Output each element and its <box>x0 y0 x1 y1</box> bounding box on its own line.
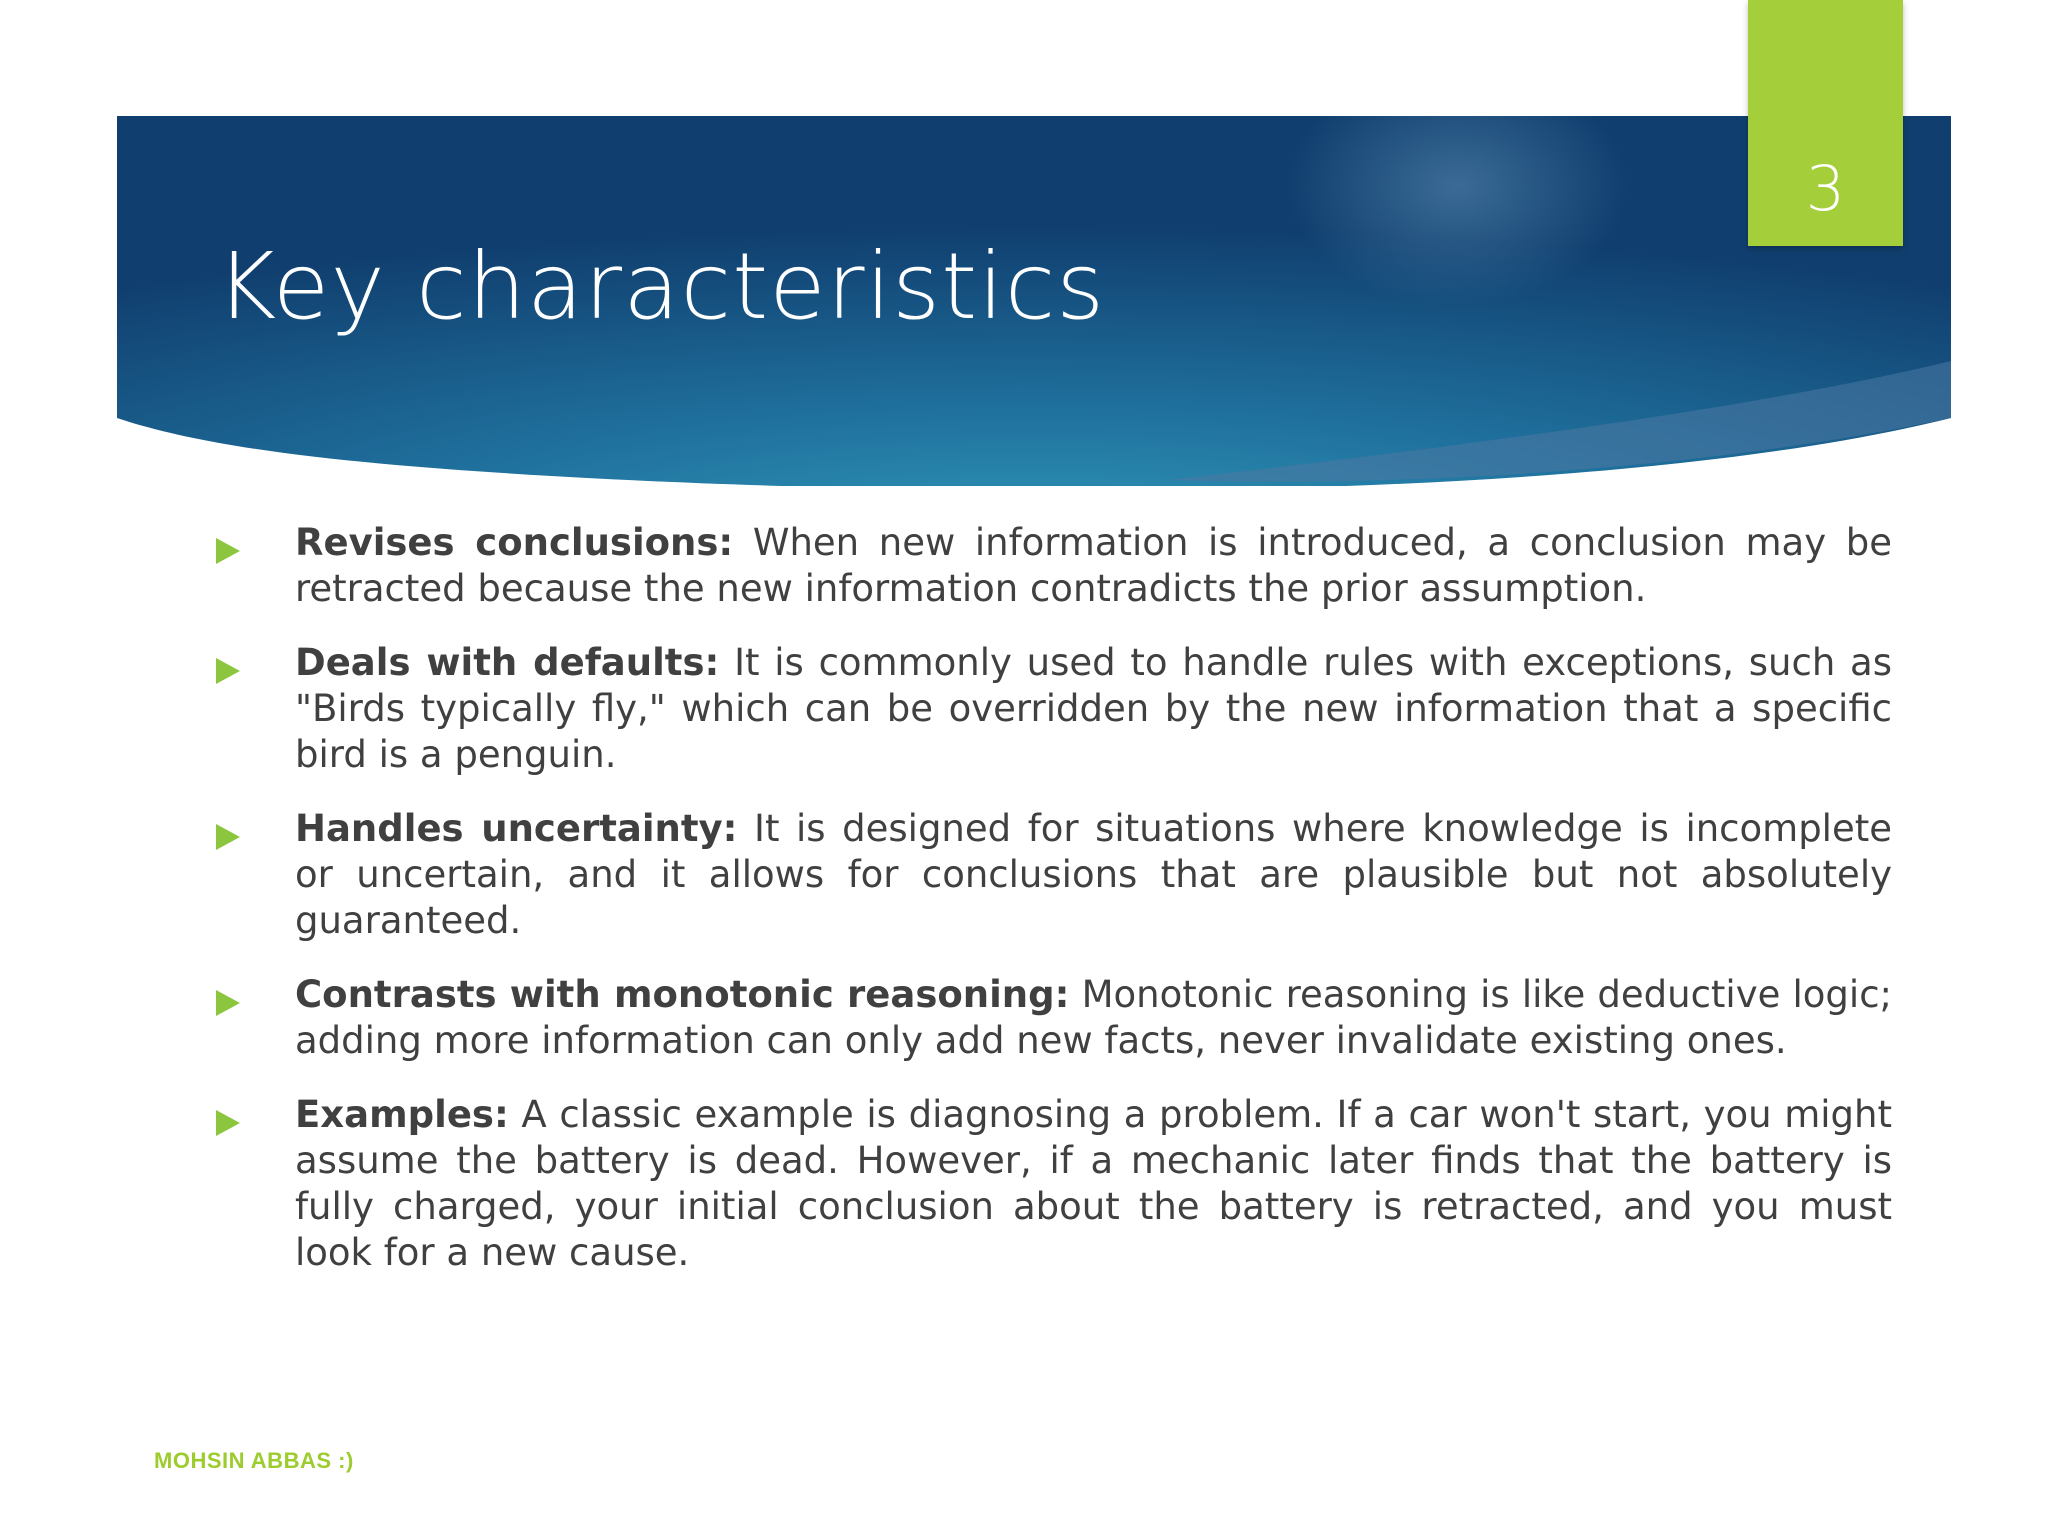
bullet-item <box>216 1092 1892 1276</box>
bullet-description: Monotonic reasoning is like deductive logic; adding more information can only add new facts, never invalidate existing ones. <box>295 973 1892 1062</box>
triangle-bullet-icon <box>216 658 240 684</box>
bullet-description: It is commonly used to handle rules with exceptions, such as "Birds typically fly," which can be overridden by the new information that a specific bird is a penguin. <box>295 641 1893 776</box>
bullet-term: Handles uncertainty: <box>295 807 738 850</box>
bullet-text <box>295 640 1892 778</box>
bullet-item <box>216 640 1892 778</box>
triangle-bullet-icon <box>216 990 240 1016</box>
bullet-item <box>216 520 1892 612</box>
triangle-bullet-icon <box>216 538 240 564</box>
bullet-term: Revises conclusions: <box>295 521 734 564</box>
bullet-description: It is designed for situations where knowledge is incomplete or uncertain, and it allows for conclusions that are plausible but not absolutely guaranteed. <box>295 807 1892 942</box>
page-number: 3 <box>1805 152 1846 225</box>
triangle-bullet-icon <box>216 1110 240 1136</box>
bullet-text <box>295 972 1892 1064</box>
bullet-text <box>295 520 1892 612</box>
bullet-text <box>295 806 1892 944</box>
bullet-description: When new information is introduced, a conclusion may be retracted because the new information contradicts the prior assumption. <box>295 521 1892 610</box>
page-number-tab <box>1748 0 1903 246</box>
footer-author: MOHSIN ABBAS :) <box>154 1448 354 1473</box>
bullet-term: Contrasts with monotonic reasoning: <box>295 973 1070 1016</box>
slide-title: Key characteristics <box>216 233 1106 340</box>
bullet-term: Examples: <box>295 1093 509 1136</box>
bullet-term: Deals with defaults: <box>295 641 720 684</box>
bullet-item <box>216 806 1892 944</box>
bullet-description: A classic example is diagnosing a problem. If a car won't start, you might assume the battery is dead. However, if a mechanic later finds that the battery is fully charged, your initial conclusion about the battery is retracted, and you must look for a new cause. <box>295 1093 1892 1274</box>
bullet-item <box>216 972 1892 1064</box>
triangle-bullet-icon <box>216 824 240 850</box>
bullet-list <box>216 520 1892 1304</box>
bullet-text <box>295 1092 1892 1276</box>
